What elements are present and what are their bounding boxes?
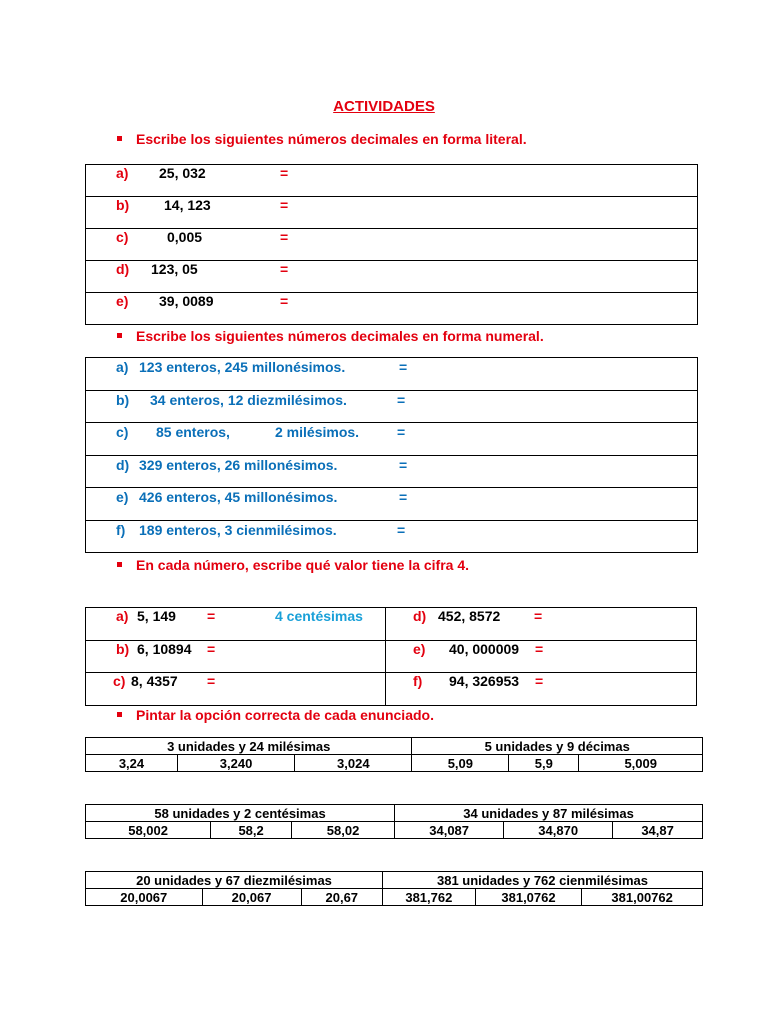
literal-table — [85, 164, 698, 325]
option-cell[interactable]: 5,09 — [412, 755, 509, 772]
option-cell[interactable]: 20,67 — [301, 889, 382, 906]
table-row: e) 426 enteros, 45 millonésimos. = — [86, 488, 698, 521]
bullet-square-icon — [117, 136, 122, 141]
option-cell[interactable]: 34,870 — [504, 822, 613, 839]
option-cell[interactable]: 3,24 — [86, 755, 178, 772]
answer-text: 4 centésimas — [275, 608, 363, 624]
table-row: a) 5, 149 = 4 centésimas d) 452, 8572 = — [86, 608, 697, 641]
table-row: f) 189 enteros, 3 cienmilésimos. = — [86, 520, 698, 553]
table-row: c) 0,005 = — [86, 229, 698, 261]
option-cell[interactable]: 20,067 — [202, 889, 301, 906]
option-cell[interactable]: 20,0067 — [86, 889, 203, 906]
option-header: 381 unidades y 762 cienmilésimas — [383, 872, 703, 889]
bullet-square-icon — [117, 333, 122, 338]
option-cell[interactable]: 5,9 — [509, 755, 579, 772]
option-table-1 — [85, 737, 703, 772]
table-row: d) 329 enteros, 26 millonésimos. = — [86, 455, 698, 488]
table-row — [86, 738, 703, 755]
option-table-3 — [85, 871, 703, 906]
option-cell[interactable]: 381,00762 — [582, 889, 703, 906]
option-header: 20 unidades y 67 diezmilésimas — [86, 872, 383, 889]
page-title: ACTIVIDADES — [333, 98, 435, 115]
table-row: b) 6, 10894 = e) 40, 000009 = — [86, 640, 697, 673]
table-row — [86, 872, 703, 889]
option-header: 58 unidades y 2 centésimas — [86, 805, 395, 822]
option-header: 34 unidades y 87 milésimas — [395, 805, 703, 822]
digit-value-table — [85, 607, 697, 706]
option-cell[interactable]: 381,762 — [383, 889, 476, 906]
option-cell[interactable]: 3,024 — [295, 755, 412, 772]
option-header: 5 unidades y 9 décimas — [412, 738, 703, 755]
instruction-4: Pintar la opción correcta de cada enunciado. — [117, 707, 434, 723]
instruction-1: Escribe los siguientes números decimales en forma literal. — [117, 131, 527, 147]
option-cell[interactable]: 34,87 — [613, 822, 703, 839]
option-header: 3 unidades y 24 milésimas — [86, 738, 412, 755]
bullet-square-icon — [117, 712, 122, 717]
table-row — [86, 755, 703, 772]
table-row: a) 123 enteros, 245 millonésimos. = — [86, 358, 698, 391]
table-row: c) 85 enteros, 2 milésimos. = — [86, 423, 698, 456]
numeral-table — [85, 357, 698, 553]
table-row: d) 123, 05 = — [86, 261, 698, 293]
table-row: a) 25, 032 = — [86, 165, 698, 197]
option-cell[interactable]: 34,087 — [395, 822, 504, 839]
option-cell[interactable]: 58,02 — [292, 822, 395, 839]
table-row: b) 34 enteros, 12 diezmilésimos. = — [86, 390, 698, 423]
table-row: c) 8, 4357 = f) 94, 326953 = — [86, 673, 697, 706]
instruction-3: En cada número, escribe qué valor tiene la cifra 4. — [117, 557, 469, 573]
bullet-square-icon — [117, 562, 122, 567]
table-row: e) 39, 0089 = — [86, 293, 698, 325]
instruction-2: Escribe los siguientes números decimales en forma numeral. — [117, 328, 544, 344]
option-cell[interactable]: 3,240 — [177, 755, 294, 772]
option-cell[interactable]: 5,009 — [579, 755, 703, 772]
option-cell[interactable]: 58,2 — [211, 822, 292, 839]
option-table-2 — [85, 804, 703, 839]
table-row: b) 14, 123 = — [86, 197, 698, 229]
option-cell[interactable]: 58,002 — [86, 822, 211, 839]
table-row — [86, 805, 703, 822]
table-row — [86, 822, 703, 839]
table-row — [86, 889, 703, 906]
option-cell[interactable]: 381,0762 — [475, 889, 582, 906]
